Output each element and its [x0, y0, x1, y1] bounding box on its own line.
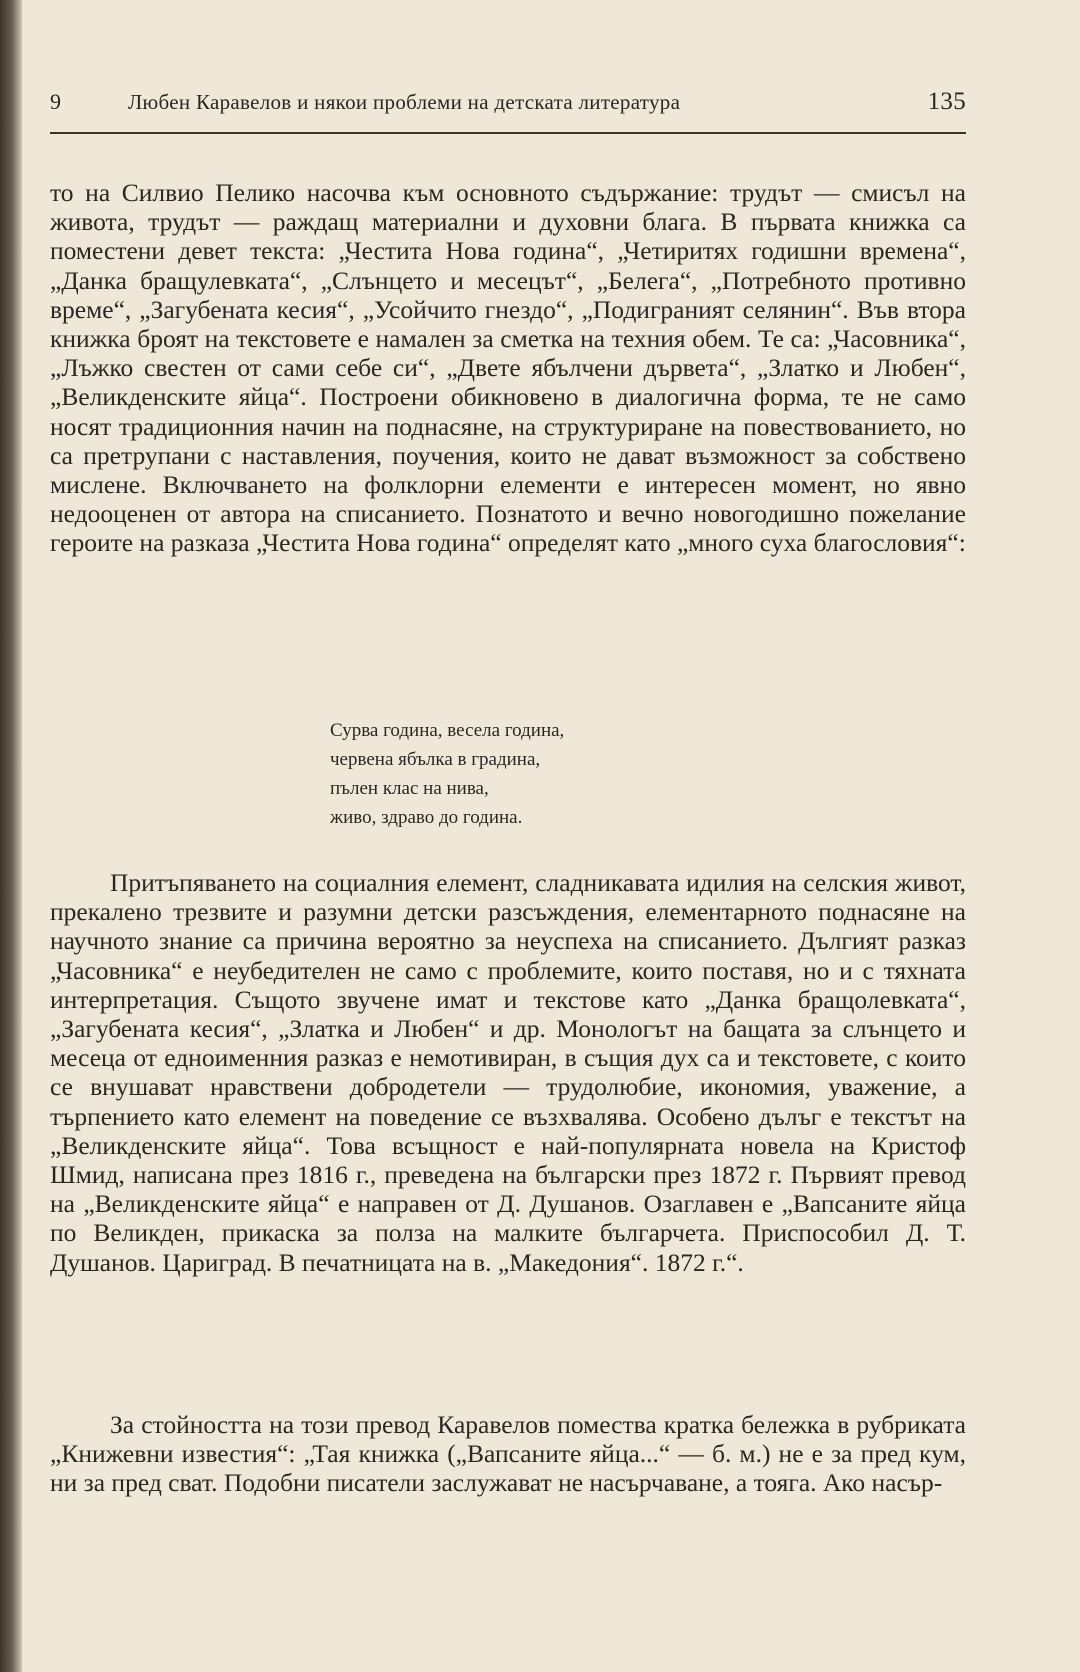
verse-line: пълен клас на нива,	[330, 778, 489, 799]
verse-line: Сурва година, весела година,	[330, 720, 565, 741]
running-title: Любен Каравелов и някои проблеми на детската литература	[128, 90, 681, 114]
running-header	[50, 88, 966, 128]
verse-line: червена ябълка в градина,	[330, 749, 541, 770]
header-rule	[50, 132, 966, 134]
verse-line: живо, здраво до година.	[330, 807, 523, 828]
page-number: 135	[927, 88, 966, 115]
chapter-number: 9	[50, 89, 62, 114]
paragraph-2: Притъпяването на социалния елемент, сладникавата идилия на селския живот, прекалено трезвите и разумни детски разсъждения, елементарното поднасяне на научното знание са причина вероятно за неуспеха на списанието. Дългият разказ „Часовника“ е неубедителен не само с проблемите, които поставя, но и с тяхната интерпретация. Същото звучене имат и текстове като „Данка бращолевката“, „Загубената кесия“, „Златка и Любен“ и др. Монологът на бащата за слънцето и месеца от едноименния разказ е немотивиран, в същия дух са и текстовете, с които се внушават нравствени добродетели — трудолюбие, икономия, уважение, а търпението като елемент на поведение се възхвалява. Особено дълъг е текстът на „Великденските яйца“. Това всъщност е най-популярната новела на Кристоф Шмид, написана през 1816 г., преведена на български през 1872 г. Първият превод на „Великденските яйца“ е направен от Д. Душанов. Озаглавен е „Вапсаните яйца по Великден, прикаска за полза на малките българчета. Приспособил Д. Т. Душанов. Цариград. В печатницата на в. „Македония“. 1872 г.“.	[50, 868, 966, 1277]
paragraph-1: то на Силвио Пелико насочва към основното съдържание: трудът — смисъл на живота, трудът — раждащ материални и духовни блага. В първата книжка са поместени девет текста: „Честита Нова година“, „Четиритях годишни времена“, „Данка бращулевката“, „Слънцето и месецът“, „Белега“, „Потребното противно време“, „Загубената кесия“, „Усойчито гнездо“, „Подиграният селянин“. Във втора книжка броят на текстовете е намален за сметка на техния обем. Те са: „Часовника“, „Лъжко свестен от сами себе си“, „Двете ябълчени дървета“, „Златко и Любен“, „Великденските яйца“. Построени обикновено в диалогична форма, те не само носят традиционния начин на поднасяне, на структуриране на повествованието, но са претрупани с наставления, поучения, които не дават възможност за собствено мислене. Включването на фолклорни елементи е интересен момент, но явно недооценен от автора на списанието. Познатото и вечно новогодишно пожелание героите на разказа „Честита Нова година“ определят като „много суха благословия“:	[50, 178, 966, 558]
verse-quote	[330, 716, 850, 832]
book-page	[50, 0, 966, 1672]
book-spine-shadow	[0, 0, 22, 1672]
paragraph-3: За стойността на този превод Каравелов помества кратка бележка в рубриката „Книжевни известия“: „Тая книжка („Вапсаните яйца...“ — б. м.) не е за пред кум, ни за пред сват. Подобни писатели заслужават не насърчаване, а тояга. Ако насър-	[50, 1410, 966, 1498]
